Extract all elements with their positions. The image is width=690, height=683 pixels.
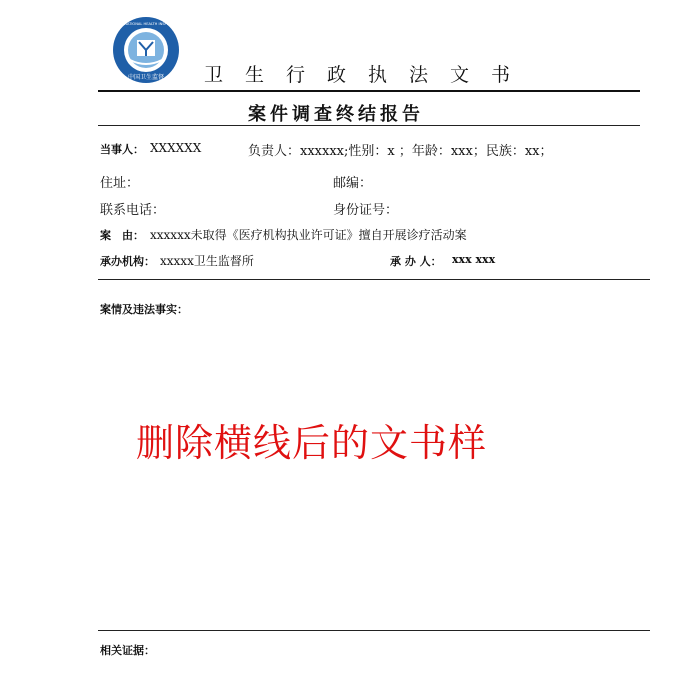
case-cause-value: xxxxxx未取得《医疗机构执业许可证》擅自开展诊疗活动案 <box>150 228 467 242</box>
handling-agency-value: xxxxx卫生监督所 <box>160 254 254 268</box>
health-inspection-logo <box>112 16 180 84</box>
sample-note-overlay: 删除横线后的文书样 <box>136 421 488 465</box>
address-label: 住址： <box>100 176 140 191</box>
logo-emblem-icon <box>112 16 180 84</box>
case-handler-value: xxx xxx <box>452 253 496 266</box>
party-label: 当事人： <box>100 143 144 156</box>
evidence-divider <box>98 630 650 631</box>
header-divider <box>98 90 640 92</box>
logo-text: 中国卫生监督 <box>127 74 165 81</box>
case-handler-label: 承 办 人： <box>390 255 442 268</box>
responsible-info: 负责人：xxxxxx;性别：x ；年龄：xxx；民族：xx； <box>248 144 553 159</box>
party-value: XXXXXX <box>150 141 202 155</box>
facts-section-label: 案情及违法事实： <box>100 303 188 316</box>
case-cause-label: 案 由： <box>100 229 144 242</box>
logo-ring-text: CHINA NATIONAL HEALTH INSPECTION <box>112 22 180 26</box>
phone-label: 联系电话： <box>100 203 166 218</box>
evidence-section-label: 相关证据： <box>100 644 155 657</box>
id-number-label: 身份证号： <box>333 203 399 218</box>
handling-agency-label: 承办机构： <box>100 255 155 268</box>
title-divider <box>98 125 640 126</box>
postcode-label: 邮编： <box>333 176 373 191</box>
case-info-divider <box>98 279 650 280</box>
document-title: 卫生行政执法文书 <box>204 64 533 86</box>
report-title: 案件调查终结报告 <box>248 104 424 125</box>
